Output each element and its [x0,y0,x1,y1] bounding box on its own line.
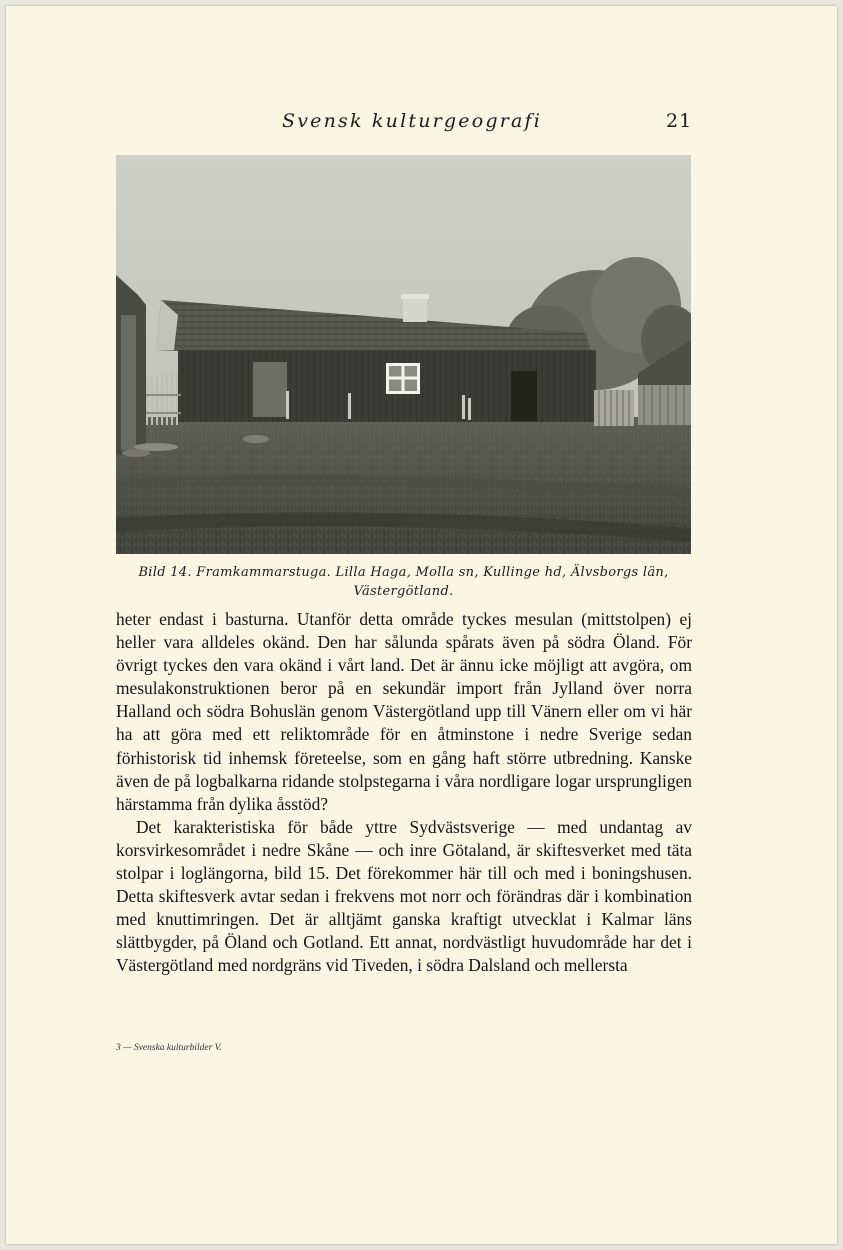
caption-line: Bild 14. Framkammarstuga. Lilla Haga, Molla sn, Kullinge hd, Älvsborgs län, [138,565,669,580]
body-text [116,608,692,978]
farmhouse-photo [116,155,691,554]
figure-photo [116,155,691,554]
paragraph: heter endast i basturna. Utanför detta område tyckes mesulan (mittstolpen) ej heller vara alldeles okänd. Den har sålunda spårats även på södra Öland. För övrigt tyckes den vara okänd i vårt land. Det är ännu icke möjligt att avgöra, om mesulakonstruktionen beror på en sekundär import från Jylland över norra Halland och södra Bohuslän genom Västergötland upp till Vänern eller om vi här ha att göra med ett reliktområde för en åtminstone i nedre Sverige sedan förhistorisk tid inhemsk företeelse, som en gång haft större utbredning. Kanske även de på logbalkarna ridande stolpstegarna i våra nordligare logar ursprungligen härstamma från dylika åsstöd? [116,609,692,814]
figure-caption [116,563,691,601]
footnote: 3 — Svenska kulturbilder V. [116,1043,222,1053]
page-header [0,110,843,138]
caption-line: Västergötland. [353,584,454,599]
paragraph: Det karakteristiska för både yttre Sydvästsverige — med undantag av korsvirkesområdet i nedre Skåne — och inre Götaland, är skiftesverket med täta stolpar i loglängorna, bild 15. Det förekommer här till och med i boningshusen. Detta skiftesverk avtar sedan i frekvens mot norr och förändras där i kombination med knuttimringen. Det är alltjämt ganska kraftigt utvecklat i Kalmar läns slättbygder, på Öland och Gotland. Ett annat, nordvästligt huvudområde har det i Västergötland med nordgräns vid Tiveden, i södra Dalsland och mellersta [116,816,692,976]
running-title: Svensk kulturgeografi [282,110,543,132]
page-number: 21 [666,110,693,132]
